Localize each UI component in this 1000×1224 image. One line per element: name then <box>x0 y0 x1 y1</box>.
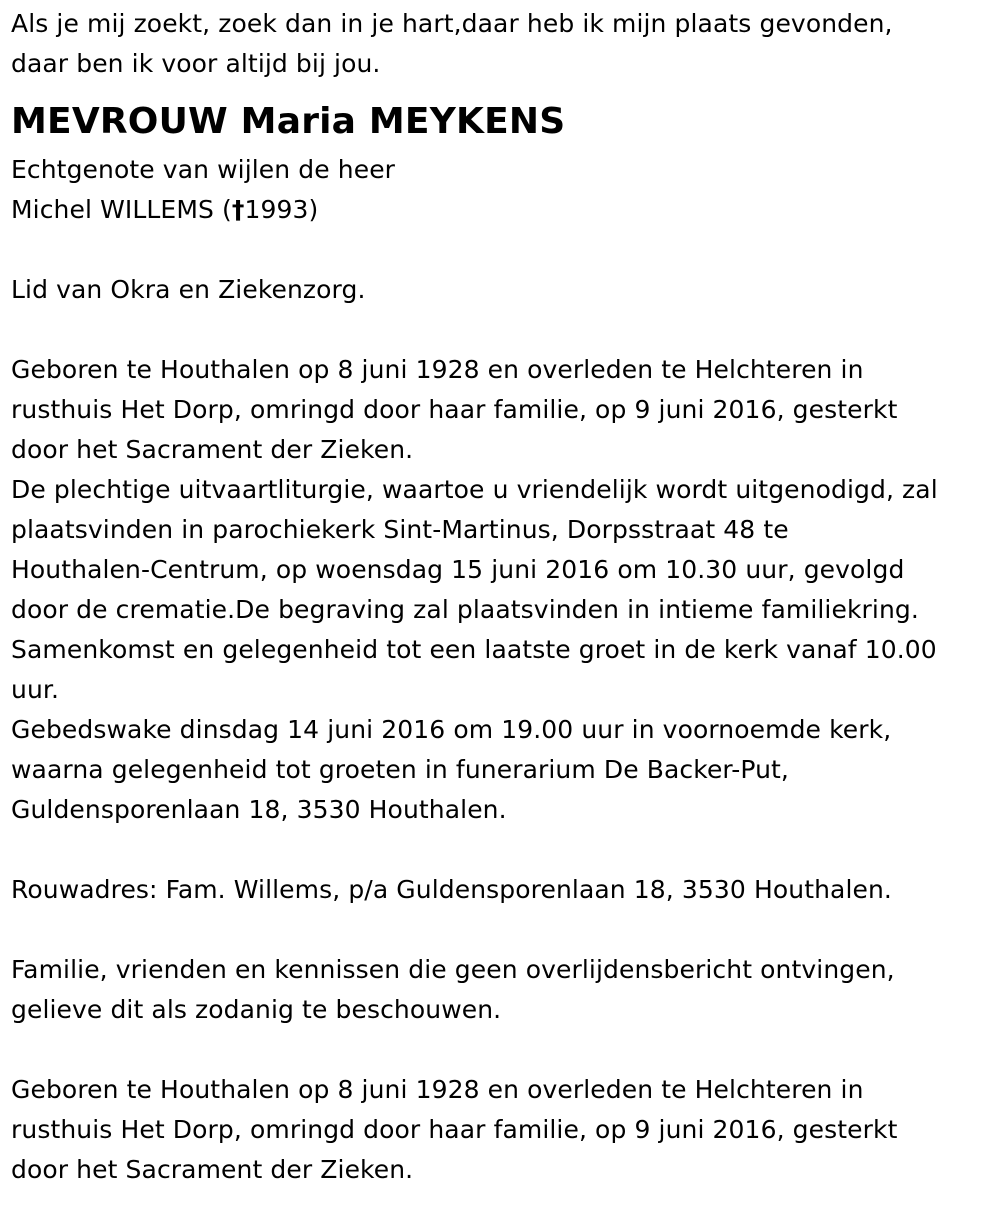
quote-line: Als je mij zoekt, zoek dan in je hart,daar heb ik mijn plaats gevonden, <box>11 9 893 38</box>
text-line: waarna gelegenheid tot groeten in funerarium De Backer-Put, <box>11 755 789 784</box>
text-line: Guldensporenlaan 18, 3530 Houthalen. <box>11 795 507 824</box>
birth-death-repeat-paragraph <box>11 1070 996 1190</box>
cross-icon: † <box>231 195 245 224</box>
text-line: door de crematie.De begraving zal plaatsvinden in intieme familiekring. <box>11 595 919 624</box>
spouse-line: Echtgenote van wijlen de heer <box>11 155 396 184</box>
text-line: door het Sacrament der Zieken. <box>11 435 414 464</box>
spacer <box>11 830 996 870</box>
text-line: plaatsvinden in parochiekerk Sint-Martinus, Dorpsstraat 48 te <box>11 515 789 544</box>
text-line: door het Sacrament der Zieken. <box>11 1155 414 1184</box>
text-line: Gebedswake dinsdag 14 juni 2016 om 19.00 uur in voornoemde kerk, <box>11 715 892 744</box>
spacer <box>11 910 996 950</box>
text-line: rusthuis Het Dorp, omringd door haar familie, op 9 juni 2016, gesterkt <box>11 395 898 424</box>
text-line: Geboren te Houthalen op 8 juni 1928 en overleden te Helchteren in <box>11 355 864 384</box>
funeral-paragraph <box>11 470 996 710</box>
text-line: Samenkomst en gelegenheid tot een laatste groet in de kerk vanaf 10.00 <box>11 635 937 664</box>
spouse-year: 1993) <box>244 195 319 224</box>
spouse-name: Michel WILLEMS ( <box>11 195 232 224</box>
spouse-info <box>11 150 996 230</box>
mourning-address <box>11 870 996 910</box>
obituary-document <box>11 4 996 1190</box>
spacer <box>11 310 996 350</box>
spacer <box>11 1030 996 1070</box>
deceased-name: MEVROUW Maria MEYKENS <box>11 101 566 142</box>
text-line: gelieve dit als zodanig te beschouwen. <box>11 995 502 1024</box>
text-line: Geboren te Houthalen op 8 juni 1928 en overleden te Helchteren in <box>11 1075 864 1104</box>
text-line: Houthalen-Centrum, op woensdag 15 juni 2016 om 10.30 uur, gevolgd <box>11 555 905 584</box>
text-line: Familie, vrienden en kennissen die geen overlijdensbericht ontvingen, <box>11 955 895 984</box>
notice-paragraph <box>11 950 996 1030</box>
opening-quote <box>11 4 996 84</box>
spacer <box>11 230 996 270</box>
membership <box>11 270 996 310</box>
vigil-paragraph <box>11 710 996 830</box>
birth-death-paragraph <box>11 350 996 470</box>
text-line: Rouwadres: Fam. Willems, p/a Guldensporenlaan 18, 3530 Houthalen. <box>11 875 892 904</box>
text-line: De plechtige uitvaartliturgie, waartoe u vriendelijk wordt uitgenodigd, zal <box>11 475 938 504</box>
text-line: rusthuis Het Dorp, omringd door haar familie, op 9 juni 2016, gesterkt <box>11 1115 898 1144</box>
quote-line: daar ben ik voor altijd bij jou. <box>11 49 381 78</box>
membership-line: Lid van Okra en Ziekenzorg. <box>11 275 366 304</box>
spouse-name-line <box>11 190 996 230</box>
text-line: uur. <box>11 675 60 704</box>
